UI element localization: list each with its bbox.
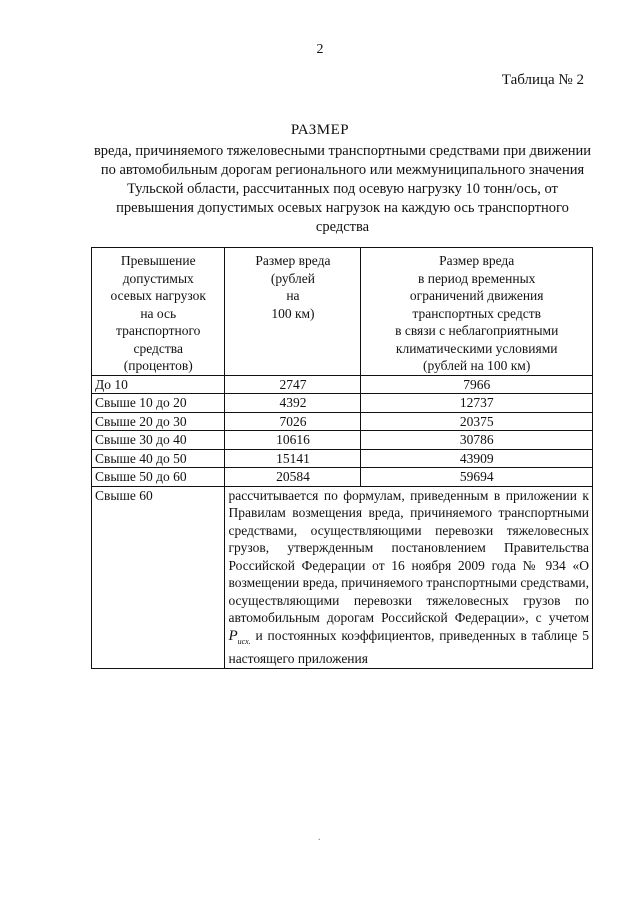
cell-harm-limited: 59694 <box>361 468 593 487</box>
cell-harm: 7026 <box>225 412 361 431</box>
cell-harm-limited: 43909 <box>361 449 593 468</box>
cell-harm-limited: 30786 <box>361 431 593 450</box>
table-row <box>92 412 593 431</box>
table-row <box>92 468 593 487</box>
cell-range: Свыше 40 до 50 <box>92 449 225 468</box>
header-harm-amount: Размер вреда (рублей на 100 км) <box>225 248 361 376</box>
cell-harm-limited: 12737 <box>361 394 593 413</box>
cell-harm: 4392 <box>225 394 361 413</box>
document-subtitle: вреда, причиняемого тяжеловесными транспортными средствами при движении по автомобильным дорогам регионального или межмуниципального значения Тульской области, рассчитанных под осевую нагрузку 10 тонн/ось, от превышения допустимых осевых нагрузок на каждую ось транспортного средства <box>93 143 592 235</box>
formula-text-before: рассчитывается по формулам, приведенным в приложении к Правилам возмещения вреда, причиняемого транспортными средствами, осуществляющими перевозки тяжеловесных грузов, утвержденным постановлением Правительства Российской Федерации от 16 ноября 2009 года № 934 «О возмещении вреда, причиняемого транспортными средствами, осуществляющими перевозки тяжеловесных грузов по автомобильным дорогам Российской Федерации», с учетом <box>228 487 589 625</box>
table-row <box>92 394 593 413</box>
table-header-row <box>92 248 593 376</box>
cell-range: Свыше 50 до 60 <box>92 468 225 487</box>
variable-subscript: исх. <box>237 636 251 646</box>
cell-harm: 2747 <box>225 375 361 394</box>
cell-harm: 10616 <box>225 431 361 450</box>
table-row <box>92 375 593 394</box>
formula-text-after: и постоянных коэффициентов, приведенных в таблице 5 настоящего приложения <box>228 627 589 666</box>
cell-range: Свыше 60 <box>92 486 225 668</box>
cell-formula-description <box>225 486 593 668</box>
cell-range: До 10 <box>92 375 225 394</box>
harm-table <box>91 247 593 669</box>
footer-mark: . <box>318 832 321 843</box>
header-axle-overload: Превышение допустимых осевых нагрузок на ось транспортного средства (процентов) <box>92 248 225 376</box>
cell-range: Свыше 30 до 40 <box>92 431 225 450</box>
cell-harm: 20584 <box>225 468 361 487</box>
table-row <box>92 431 593 450</box>
cell-range: Свыше 10 до 20 <box>92 394 225 413</box>
cell-range: Свыше 20 до 30 <box>92 412 225 431</box>
cell-harm-limited: 7966 <box>361 375 593 394</box>
cell-harm: 15141 <box>225 449 361 468</box>
table-row <box>92 449 593 468</box>
document-title: РАЗМЕР <box>290 122 350 138</box>
header-harm-amount-limited: Размер вреда в период временных ограничений движения транспортных средств в связи с неблагоприятными климатическими условиями (рублей на 100 км) <box>361 248 593 376</box>
variable-p-ish <box>228 628 250 644</box>
table-row-formula <box>92 486 593 668</box>
table-label: Таблица № 2 <box>501 72 584 88</box>
variable-letter: P <box>228 627 238 644</box>
page-number: 2 <box>316 42 324 57</box>
cell-harm-limited: 20375 <box>361 412 593 431</box>
